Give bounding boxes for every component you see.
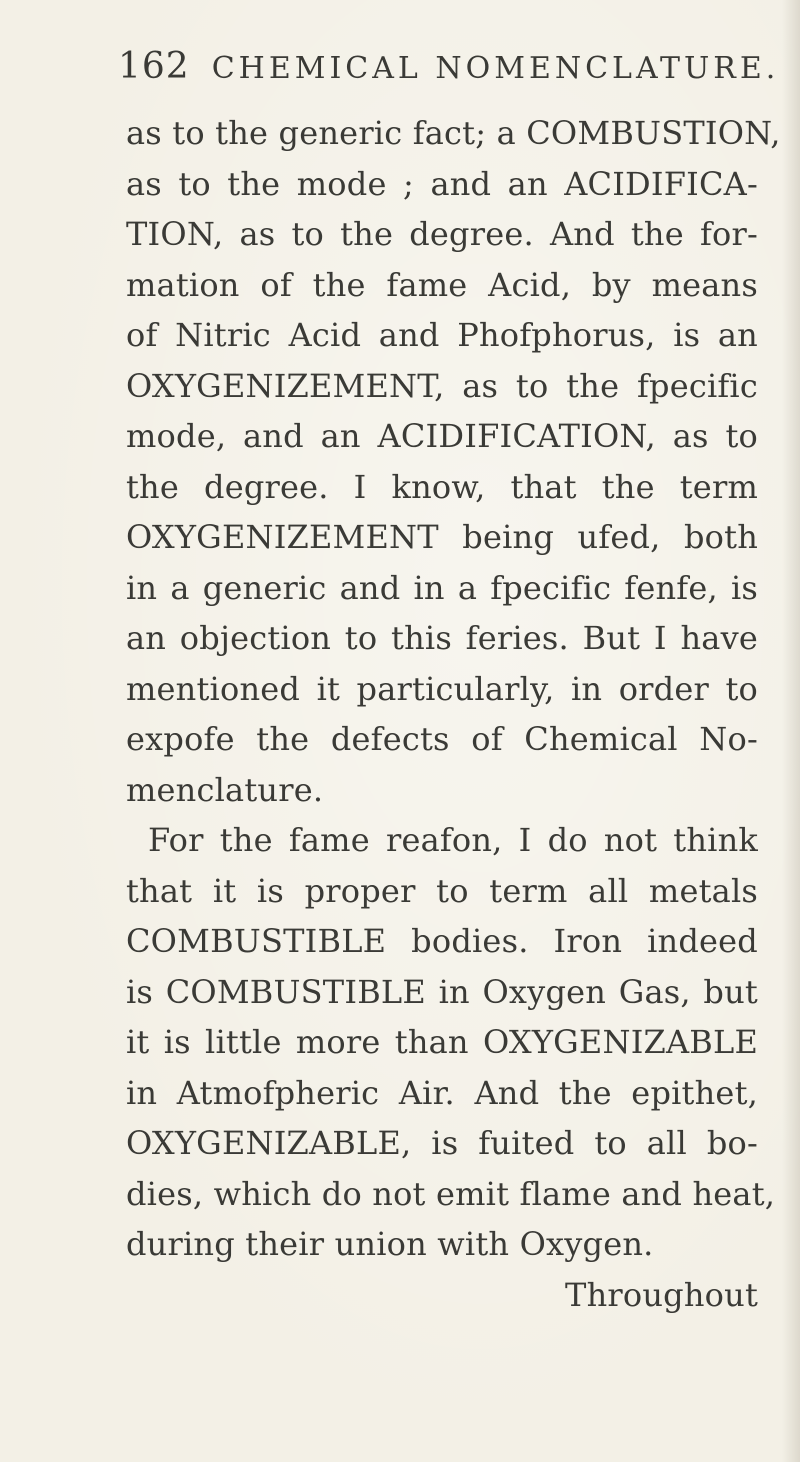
paragraph-start-line: For the fame reafon, I do not think (148, 821, 758, 859)
text-line: that it is proper to term all metals (126, 871, 758, 910)
text-line: as to the generic fact; a COMBUSTION, (126, 114, 781, 152)
text-line: an objection to this feries. But I have (126, 619, 758, 657)
text-line: of Nitric Acid and Phofphorus, is an (126, 316, 758, 354)
text-line: dies, which do not emit flame and heat, (126, 1174, 776, 1213)
text-line: OXYGENIZEMENT being ufed, both (126, 518, 758, 556)
text-line: TION, as to the degree. And the for- (126, 215, 758, 253)
text-line: is COMBUSTIBLE in Oxygen Gas, but (126, 972, 758, 1011)
page-edge-shadow (782, 0, 800, 1462)
page-header (118, 46, 779, 96)
text-line: mation of the fame Acid, by means (126, 265, 758, 304)
text-line: COMBUSTIBLE bodies. Iron indeed (126, 922, 758, 960)
text-line: mode, and an ACIDIFICATION, as to (126, 417, 758, 455)
paragraph-end-line: menclature. (126, 770, 324, 809)
page-number: 162 (118, 46, 190, 87)
text-line: in a generic and in a fpecific fenfe, is (126, 568, 758, 607)
running-title: CHEMICAL NOMENCLATURE. (211, 51, 780, 86)
text-line: as to the mode ; and an ACIDIFICA- (126, 164, 758, 203)
text-line: mentioned it particularly, in order to (126, 669, 758, 708)
text-line: during their union with Oxygen. (126, 1225, 654, 1263)
text-line: in Atmofpheric Air. And the epithet, (126, 1073, 758, 1112)
text-line: expofe the defects of Chemical No- (126, 720, 758, 758)
text-line: OXYGENIZABLE, is fuited to all bo- (126, 1124, 758, 1162)
text-line: the degree. I know, that the term (126, 467, 758, 506)
body-text (126, 108, 781, 1320)
text-line: OXYGENIZEMENT, as to the fpecific (126, 366, 758, 405)
text-line: it is little more than OXYGENIZABLE (126, 1023, 758, 1061)
catchword: Throughout (565, 1275, 758, 1314)
